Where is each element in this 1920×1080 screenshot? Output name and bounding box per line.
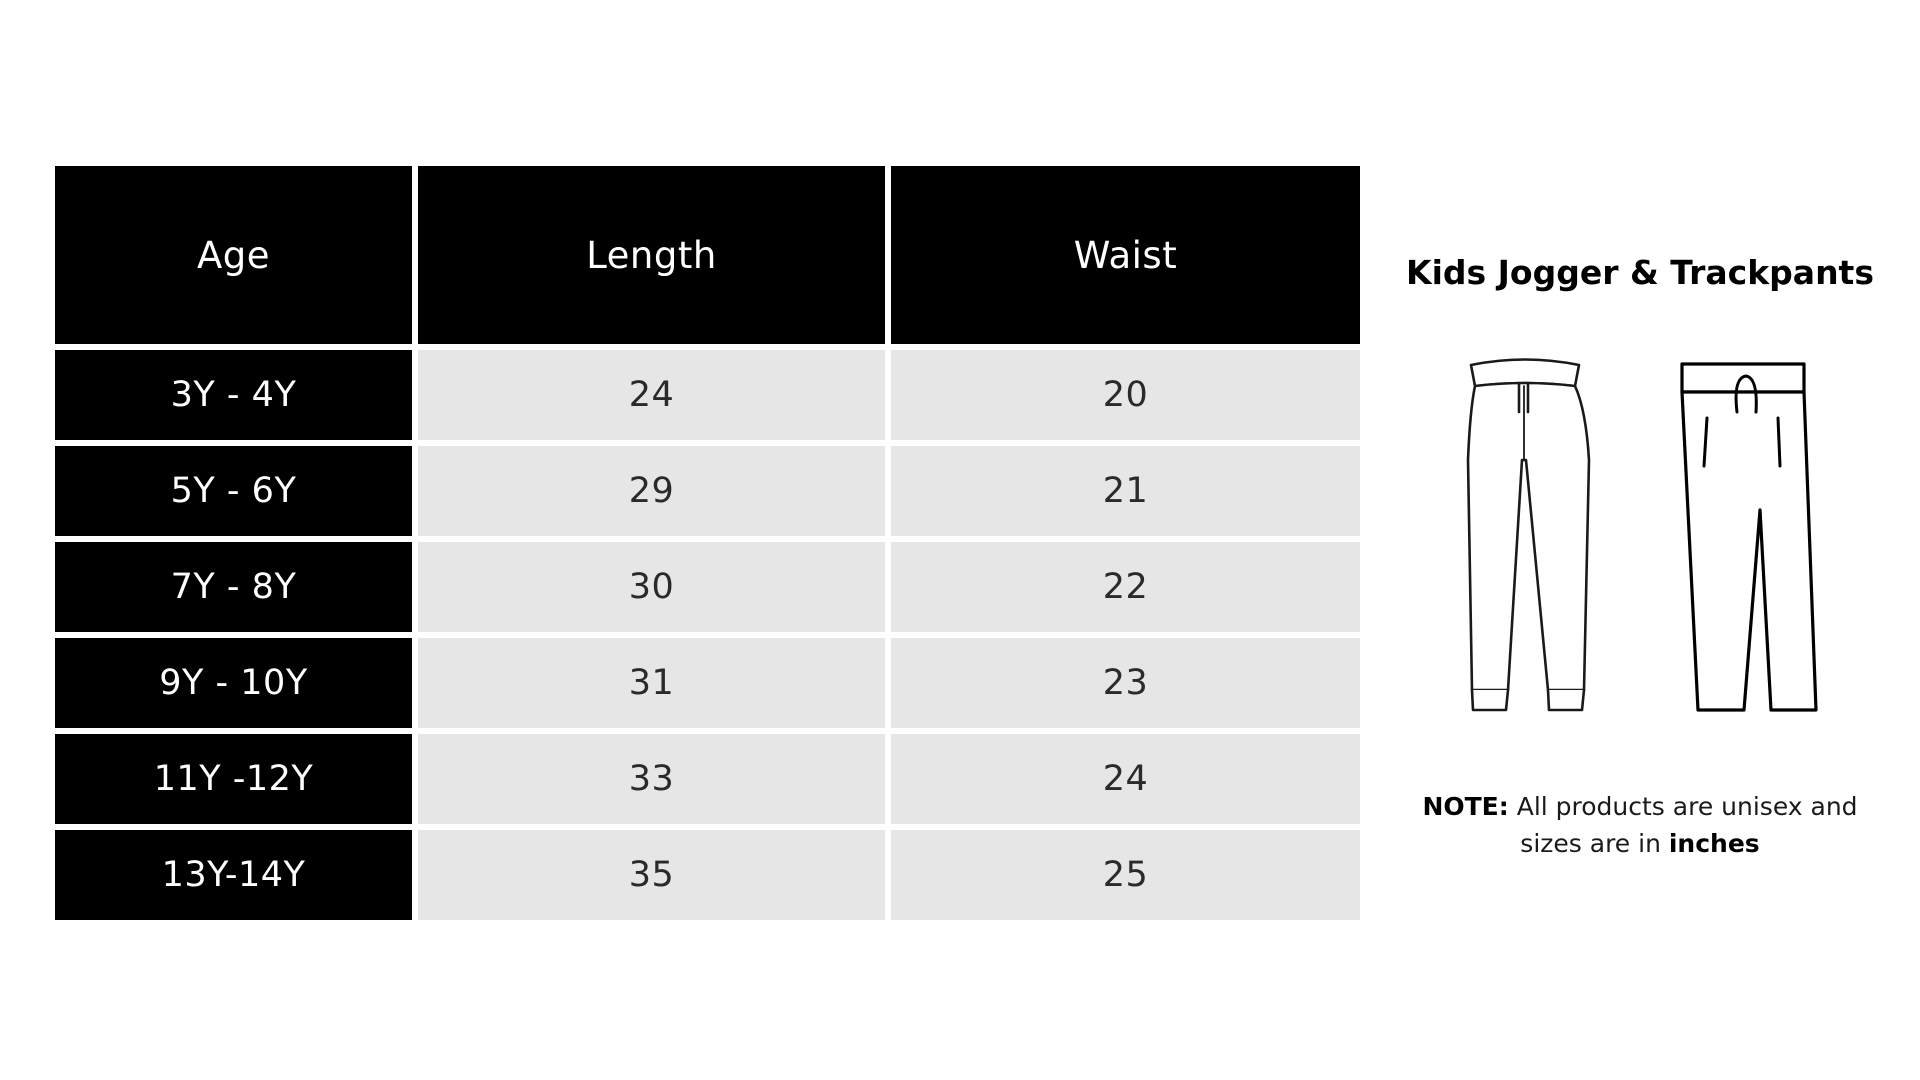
header-length: Length <box>418 166 885 344</box>
row-length: 33 <box>418 734 885 824</box>
row-length: 29 <box>418 446 885 536</box>
row-age: 11Y -12Y <box>55 734 412 824</box>
row-age: 7Y - 8Y <box>55 542 412 632</box>
row-age: 5Y - 6Y <box>55 446 412 536</box>
note-text <box>1390 788 1890 862</box>
row-length: 24 <box>418 350 885 440</box>
product-title: Kids Jogger & Trackpants <box>1406 253 1874 292</box>
size-table <box>55 166 1360 920</box>
row-waist: 21 <box>891 446 1360 536</box>
row-length: 31 <box>418 638 885 728</box>
row-length: 30 <box>418 542 885 632</box>
row-length: 35 <box>418 830 885 920</box>
header-waist: Waist <box>891 166 1360 344</box>
row-waist: 23 <box>891 638 1360 728</box>
row-waist: 20 <box>891 350 1360 440</box>
row-waist: 22 <box>891 542 1360 632</box>
note-body: All products are unisex and sizes are in <box>1508 792 1858 858</box>
jogger-pants-icon <box>1468 360 1589 711</box>
pants-illustrations <box>1390 350 1890 730</box>
row-age: 13Y-14Y <box>55 830 412 920</box>
trackpants-icon <box>1682 364 1816 710</box>
header-age: Age <box>55 166 412 344</box>
row-age: 3Y - 4Y <box>55 350 412 440</box>
row-waist: 24 <box>891 734 1360 824</box>
row-waist: 25 <box>891 830 1360 920</box>
note-unit: inches <box>1668 829 1760 858</box>
row-age: 9Y - 10Y <box>55 638 412 728</box>
note-label: NOTE: <box>1422 792 1509 821</box>
